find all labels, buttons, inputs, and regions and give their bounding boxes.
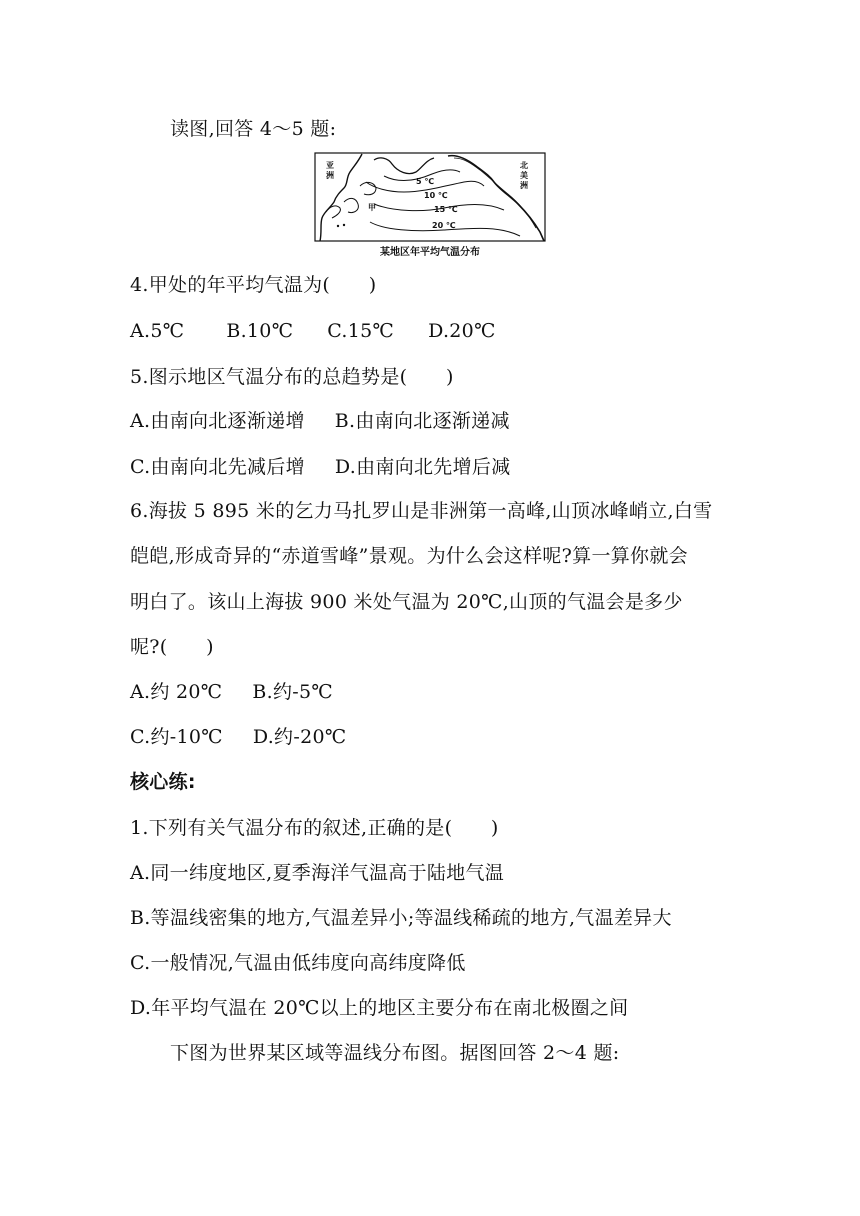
q4-stem: 4.甲处的年平均气温为( ): [130, 274, 377, 296]
label-iso-20: 20 ℃: [432, 221, 456, 230]
label-asia-1: 亚: [326, 161, 334, 170]
c1-option-c: C.一般情况,气温由低纬度向高纬度降低: [130, 952, 466, 974]
figure-caption: 某地区年平均气温分布: [380, 247, 480, 258]
q6-stem-line-1: 6.海拔 5 895 米的乞力马扎罗山是非洲第一高峰,山顶冰峰峭立,白雪: [130, 500, 713, 522]
q6-stem-line-4: 呢?( ): [130, 636, 214, 658]
q5-option-b: B.由南向北逐渐递减: [334, 410, 510, 432]
q4-option-c: C.15℃: [327, 320, 395, 342]
label-iso-15: 15 ℃: [434, 205, 458, 214]
q6-option-c: C.约-10℃: [130, 726, 223, 748]
isotherm-map-figure: [314, 152, 546, 262]
intro-text-q4-5: 读图,回答 4～5 题:: [170, 118, 337, 140]
label-iso-10: 10 ℃: [424, 191, 448, 200]
q4-option-d: D.20℃: [428, 320, 496, 342]
q5-options-ab: [130, 408, 510, 434]
small-island-dot: [343, 224, 345, 226]
q5-stem: 5.图示地区气温分布的总趋势是( ): [130, 366, 454, 388]
label-asia-2: 洲: [326, 171, 334, 180]
q5-option-d: D.由南向北先增后减: [334, 456, 511, 478]
small-island-dot: [337, 225, 339, 227]
label-na-2: 美: [520, 171, 528, 180]
q6-stem-line-3: 明白了。该山上海拔 900 米处气温为 20℃,山顶的气温会是多少: [130, 591, 683, 613]
isotherm-map: [314, 152, 546, 244]
label-na-3: 洲: [520, 181, 528, 190]
q4-option-a: A.5℃: [130, 320, 185, 342]
q6-option-d: D.约-20℃: [252, 726, 347, 748]
c1-stem: 1.下列有关气温分布的叙述,正确的是( ): [130, 817, 499, 839]
q6-options-ab: [130, 679, 333, 705]
label-na-1: 北: [520, 161, 528, 170]
q6-option-a: A.约 20℃: [130, 681, 223, 703]
q6-options-cd: [130, 724, 346, 750]
q5-option-c: C.由南向北先减后增: [130, 456, 305, 478]
c1-option-d: D.年平均气温在 20℃以上的地区主要分布在南北极圈之间: [130, 997, 629, 1019]
c1-option-a: A.同一纬度地区,夏季海洋气温高于陆地气温: [130, 862, 505, 884]
q6-option-b: B.约-5℃: [252, 681, 333, 703]
q5-option-a: A.由南向北逐渐递增: [130, 410, 305, 432]
core-practice-heading: 核心练:: [130, 771, 196, 793]
q4-option-b: B.10℃: [226, 320, 294, 342]
label-jia: 甲: [368, 203, 376, 212]
c1-option-b: B.等温线密集的地方,气温差异小;等温线稀疏的地方,气温差异大: [130, 907, 672, 929]
q5-options-cd: [130, 454, 511, 480]
q4-options: [130, 318, 496, 344]
q6-stem-line-2: 皑皑,形成奇异的“赤道雪峰”景观。为什么会这样呢?算一算你就会: [130, 545, 688, 567]
label-iso-5: 5 ℃: [416, 177, 435, 186]
intro-text-q2-4: 下图为世界某区域等温线分布图。据图回答 2～4 题:: [170, 1042, 620, 1064]
